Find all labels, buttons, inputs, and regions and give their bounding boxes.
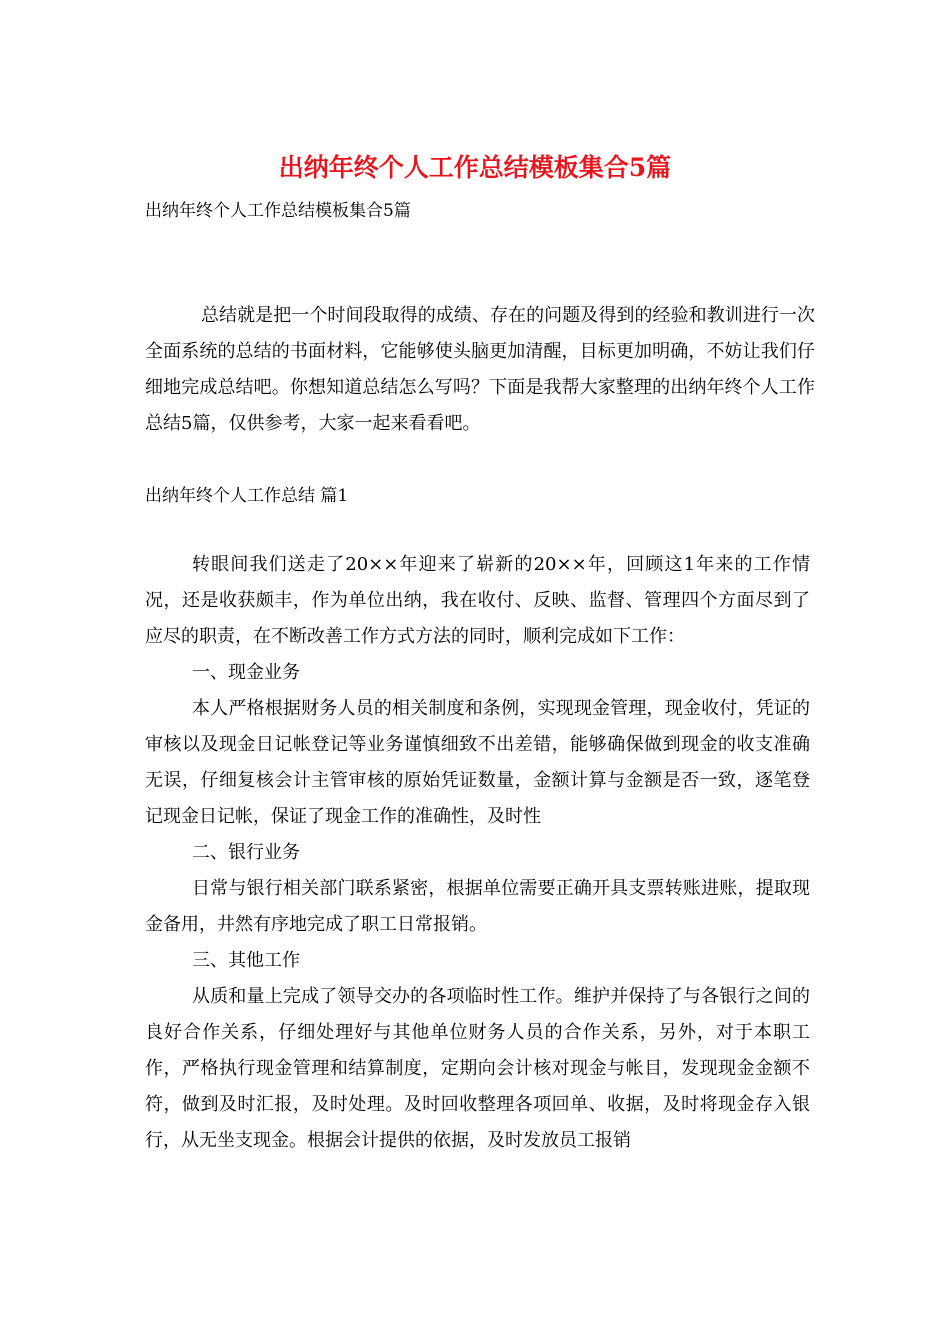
section-title: 出纳年终个人工作总结 篇1 (145, 486, 349, 506)
heading-bank-business: 二、银行业务 (192, 842, 300, 863)
intro-paragraph: 总结就是把一个时间段取得的成绩、存在的问题及得到的经验和教训进行一次全面系统的总结的书面材料，它能够使头脑更加清醒，目标更加明确，不妨让我们仔细地完成总结吧。你想知道总结怎么写吗？下面是我帮大家整理的出纳年终个人工作总结5篇，仅供参考，大家一起来看看吧。 (145, 305, 815, 434)
document-title: 出纳年终个人工作总结模板集合5篇 (278, 153, 672, 182)
body-paragraph: 转眼间我们送走了20××年迎来了崭新的20××年，回顾这1年来的工作情况，还是收获颇丰，作为单位出纳，我在收付、反映、监督、管理四个方面尽到了应尽的职责，在不断改善工作方式方法的同时，顺利完成如下工作： (145, 554, 810, 647)
heading-cash-business: 一、现金业务 (192, 662, 300, 683)
document-subtitle: 出纳年终个人工作总结模板集合5篇 (145, 201, 411, 221)
section-body (145, 547, 810, 1159)
body-paragraph: 从质和量上完成了领导交办的各项临时性工作。维护并保持了与各银行之间的良好合作关系，仔细处理好与其他单位财务人员的合作关系，另外，对于本职工作，严格执行现金管理和结算制度，定期向会计核对现金与帐目，发现现金金额不符，做到及时汇报，及时处理。及时回收整理各项回单、收据，及时将现金存入银行，从无坐支现金。根据会计提供的依据，及时发放员工报销 (145, 986, 810, 1151)
body-paragraph: 本人严格根据财务人员的相关制度和条例，实现现金管理，现金收付，凭证的审核以及现金日记帐登记等业务谨慎细致不出差错，能够确保做到现金的收支准确无误，仔细复核会计主管审核的原始凭证数量，金额计算与金额是否一致，逐笔登记现金日记帐，保证了现金工作的准确性，及时性 (145, 698, 810, 827)
intro-section (145, 298, 815, 442)
heading-other-work: 三、其他工作 (192, 950, 300, 971)
body-paragraph: 日常与银行相关部门联系紧密，根据单位需要正确开具支票转账进账，提取现金备用，井然有序地完成了职工日常报销。 (145, 878, 810, 935)
